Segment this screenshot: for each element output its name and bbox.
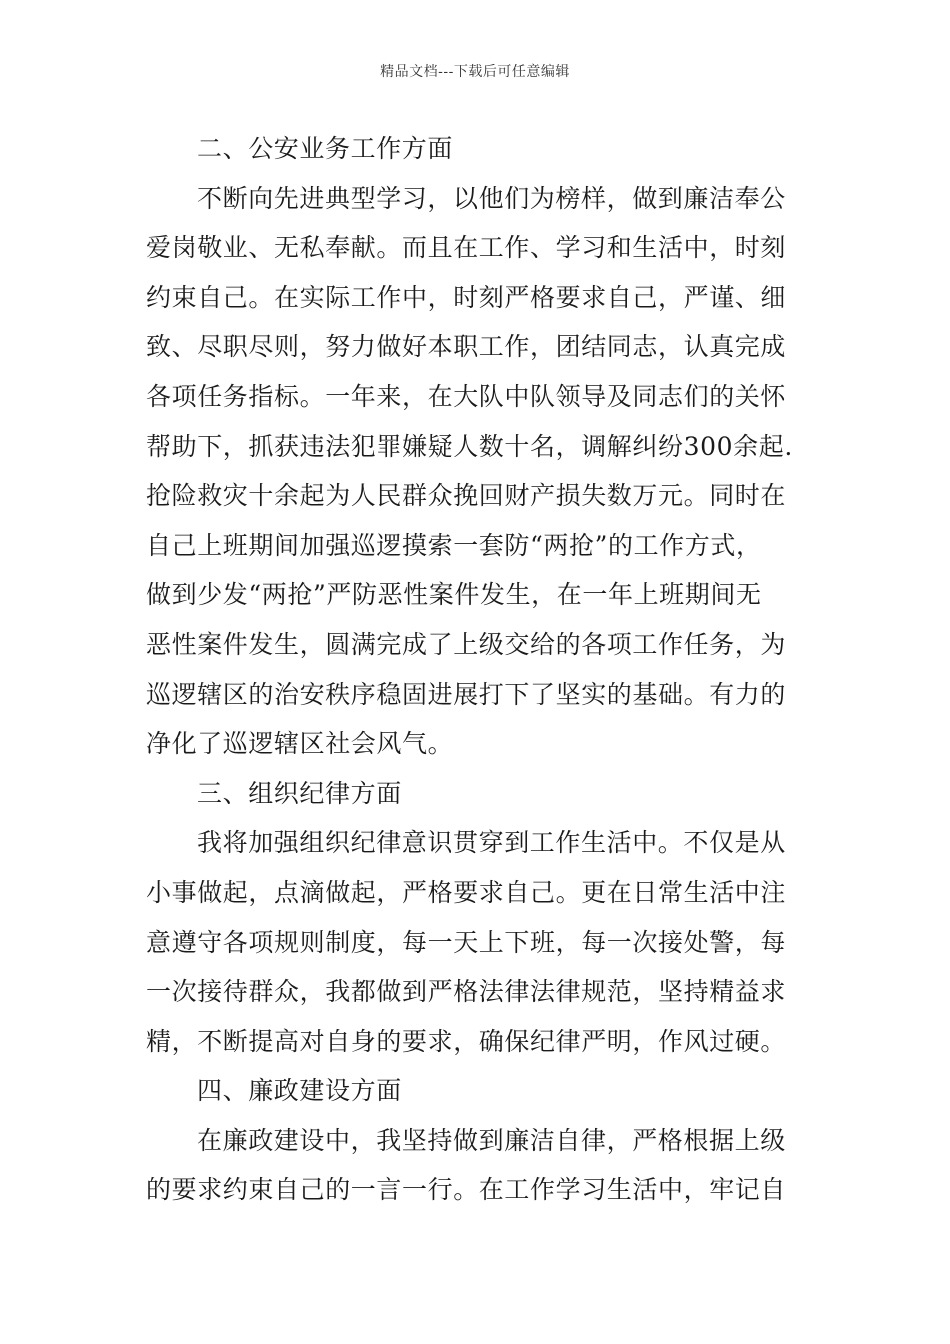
document-body	[146, 124, 806, 1215]
paragraph-line: 的要求约束自己的一言一行。在工作学习生活中，牢记自	[146, 1175, 787, 1205]
paragraph-line: 巡逻辖区的治安秩序稳固进展打下了坚实的基础。有力的	[146, 679, 787, 709]
paragraph-line: 抢险救灾十余起为人民群众挽回财产损失数万元。同时在	[146, 481, 787, 511]
paragraph-line: 自己上班期间加强巡逻摸索一套防“两抢”的工作方式，	[146, 530, 762, 560]
paragraph-line: 净化了巡逻辖区社会风气。	[146, 729, 454, 759]
paragraph-line-indented: 四、廉政建设方面	[197, 1076, 402, 1106]
paragraph-line-indented: 三、组织纪律方面	[197, 778, 402, 808]
paragraph-line: 帮助下，抓获违法犯罪嫌疑人数十名，调解纠纷300余起.	[146, 431, 793, 461]
paragraph-line: 精，不断提高对自身的要求，确保纪律严明，作风过硬。	[146, 1026, 787, 1056]
paragraph-line-indented: 我将加强组织纪律意识贯穿到工作生活中。不仅是从	[197, 828, 786, 858]
paragraph-line: 小事做起，点滴做起，严格要求自己。更在日常生活中注	[146, 877, 787, 907]
paragraph-line-indented: 二、公安业务工作方面	[197, 134, 454, 163]
paragraph-line-indented: 不断向先进典型学习，以他们为榜样，做到廉洁奉公	[197, 183, 786, 213]
paragraph-line: 一次接待群众，我都做到严格法律法律规范，坚持精益求	[146, 977, 787, 1007]
paragraph-line: 致、尽职尽则，努力做好本职工作，团结同志，认真完成	[146, 332, 787, 362]
paragraph-line: 恶性案件发生，圆满完成了上级交给的各项工作任务，为	[146, 629, 787, 659]
paragraph-line: 各项任务指标。一年来，在大队中队领导及同志们的关怀	[146, 381, 787, 411]
paragraph-line: 意遵守各项规则制度，每一天上下班，每一次接处警，每	[146, 927, 787, 957]
paragraph-line: 做到少发“两抢”严防恶性案件发生，在一年上班期间无	[146, 580, 762, 610]
paragraph-line: 约束自己。在实际工作中，时刻严格要求自己，严谨、细	[146, 282, 787, 312]
paragraph-line-indented: 在廉政建设中，我坚持做到廉洁自律，严格根据上级	[197, 1125, 786, 1155]
page-header: 精品文档---下载后可任意编辑	[380, 64, 570, 80]
paragraph-line: 爱岗敬业、无私奉献。而且在工作、学习和生活中，时刻	[146, 233, 787, 263]
